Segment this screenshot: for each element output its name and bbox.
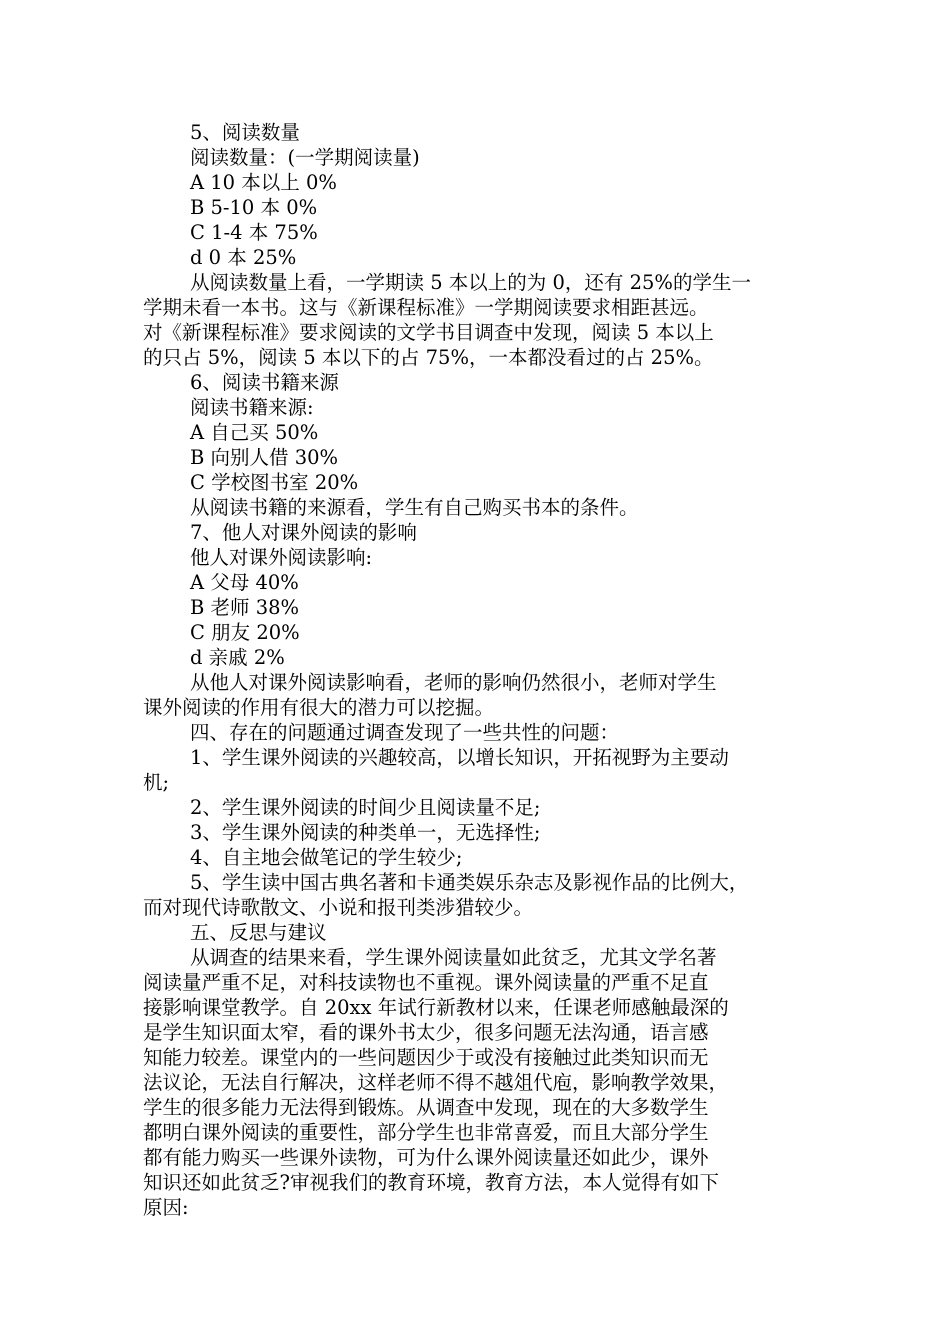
option-item: d 0 本 25% (190, 246, 297, 269)
list-item-line: 5、学生读中国古典名著和卡通类娱乐杂志及影视作品的比例大， (190, 871, 749, 894)
list-item-line: 1、学生课外阅读的兴趣较高，以增长知识，开拓视野为主要动 (190, 746, 729, 769)
paragraph-line: 接影响课堂教学。自 20xx 年试行新教材以来，任课老师感触最深的 (143, 996, 729, 1019)
paragraph-line: 原因: (143, 1196, 189, 1219)
paragraph-line: 课外阅读的作用有很大的潜力可以挖掘。 (143, 696, 495, 719)
paragraph-line: 从调查的结果来看，学生课外阅读量如此贫乏，尤其文学名著 (190, 946, 717, 969)
paragraph-line: 从阅读书籍的来源看，学生有自己购买书本的条件。 (190, 496, 639, 519)
option-item: A 自己买 50% (190, 421, 319, 444)
option-item: B 老师 38% (190, 596, 300, 619)
paragraph-line: 都有能力购买一些课外读物，可为什么课外阅读量还如此少，课外 (143, 1146, 709, 1169)
option-item: A 10 本以上 0% (190, 171, 337, 194)
option-item: d 亲戚 2% (190, 646, 285, 669)
document-page (143, 120, 823, 1220)
option-item: C 学校图书室 20% (190, 471, 359, 494)
list-item-line: 4、自主地会做笔记的学生较少; (190, 846, 463, 869)
paragraph-line: 法议论，无法自行解决，这样老师不得不越俎代庖，影响教学效果， (143, 1071, 729, 1094)
section-heading: 6、阅读书籍来源 (190, 371, 339, 394)
option-item: B 5-10 本 0% (190, 196, 318, 219)
section-heading: 7、他人对课外阅读的影响 (190, 521, 417, 544)
question-label: 阅读书籍来源: (190, 396, 314, 419)
paragraph-line: 学期未看一本书。这与《新课程标准》一学期阅读要求相距甚远。 (143, 296, 709, 319)
paragraph-line: 知识还如此贫乏?审视我们的教育环境，教育方法，本人觉得有如下 (143, 1171, 719, 1194)
paragraph-line: 从阅读数量上看，一学期读 5 本以上的为 0，还有 25%的学生一 (190, 271, 751, 294)
list-item-line: 2、学生课外阅读的时间少且阅读量不足; (190, 796, 541, 819)
paragraph-line: 对《新课程标准》要求阅读的文学书目调查中发现，阅读 5 本以上 (143, 321, 714, 344)
paragraph-line: 从他人对课外阅读影响看，老师的影响仍然很小，老师对学生 (190, 671, 717, 694)
question-label: 他人对课外阅读影响: (190, 546, 373, 569)
question-label: 阅读数量：(一学期阅读量) (190, 146, 420, 169)
paragraph-line: 阅读量严重不足，对科技读物也不重视。课外阅读量的严重不足直 (143, 971, 709, 994)
list-item-line: 机; (143, 771, 170, 794)
list-item-line: 而对现代诗歌散文、小说和报刊类涉猎较少。 (143, 896, 534, 919)
paragraph-line: 的只占 5%，阅读 5 本以下的占 75%，一本都没看过的占 25%。 (143, 346, 714, 369)
paragraph-line: 知能力较差。课堂内的一些问题因少于或没有接触过此类知识而无 (143, 1046, 709, 1069)
paragraph-line: 是学生知识面太窄，看的课外书太少，很多问题无法沟通，语言感 (143, 1021, 709, 1044)
paragraph-line: 学生的很多能力无法得到锻炼。从调查中发现，现在的大多数学生 (143, 1096, 709, 1119)
list-item-line: 3、学生课外阅读的种类单一，无选择性; (190, 821, 541, 844)
section-heading: 5、阅读数量 (190, 121, 300, 144)
option-item: B 向别人借 30% (190, 446, 339, 469)
option-item: C 朋友 20% (190, 621, 300, 644)
section-heading: 五、反思与建议 (190, 921, 327, 944)
section-heading: 四、存在的问题通过调查发现了一些共性的问题： (190, 721, 620, 744)
option-item: A 父母 40% (190, 571, 299, 594)
option-item: C 1-4 本 75% (190, 221, 318, 244)
paragraph-line: 都明白课外阅读的重要性，部分学生也非常喜爱，而且大部分学生 (143, 1121, 709, 1144)
